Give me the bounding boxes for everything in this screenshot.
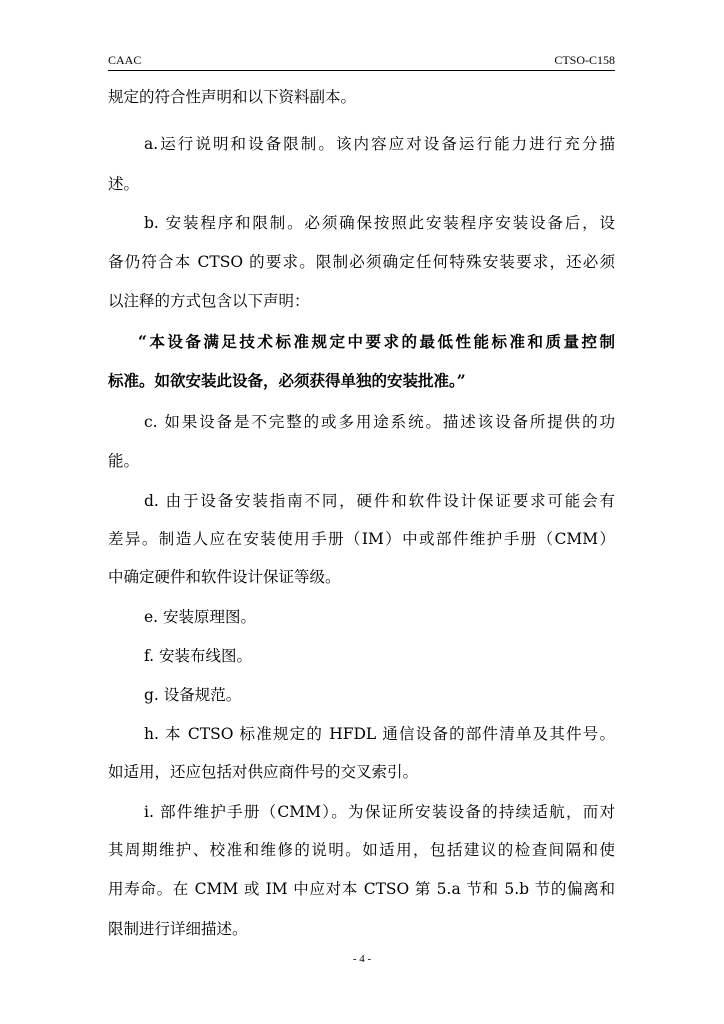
- text-line: 规定的符合性声明和以下资料副本。: [108, 88, 357, 106]
- page-header: [108, 52, 615, 71]
- text-line: b. 安装程序和限制。必须确保按照此安装程序安装设备后，设: [144, 214, 615, 232]
- text-line: 差异。制造人应在安装使用手册（IM）中或部件维护手册（CMM）: [108, 530, 615, 548]
- header-doc-id: CTSO-C158: [554, 53, 615, 67]
- text-line: 以注释的方式包含以下声明：: [108, 292, 310, 310]
- text-line: d. 由于设备安装指南不同，硬件和软件设计保证要求可能会有: [144, 492, 615, 510]
- text-line: e. 安装原理图。: [144, 608, 257, 626]
- text-line: 能。: [108, 452, 140, 470]
- text-line: i. 部件维护手册（CMM）。为保证所安装设备的持续适航，而对: [144, 803, 615, 821]
- text-line: h. 本 CTSO 标准规定的 HFDL 通信设备的部件清单及其件号。: [144, 725, 615, 743]
- text-line: 中确定硬件和软件设计保证等级。: [108, 568, 341, 586]
- text-line: f. 安装布线图。: [144, 647, 253, 665]
- text-line: 其周期维护、校准和维修的说明。如适用，包括建议的检查间隔和使: [108, 841, 615, 859]
- text-line: 备仍符合本 CTSO 的要求。限制必须确定任何特殊安装要求，还必须: [108, 253, 615, 271]
- text-line: c. 如果设备是不完整的或多用途系统。描述该设备所提供的功: [144, 413, 615, 431]
- page-number: - 4 -: [352, 953, 372, 965]
- text-line: 标准。如欲安装此设备，必须获得单独的安装批准。”: [108, 371, 466, 390]
- text-line: “本设备满足技术标准规定中要求的最低性能标准和质量控制: [138, 332, 615, 351]
- text-line: 限制进行详细描述。: [108, 920, 248, 938]
- header-org: CAAC: [108, 53, 142, 67]
- text-line: 述。: [108, 175, 140, 193]
- text-line: g. 设备规范。: [144, 686, 242, 704]
- text-line: 如适用，还应包括对供应商件号的交叉索引。: [108, 763, 419, 781]
- text-line: 用寿命。在 CMM 或 IM 中应对本 CTSO 第 5.a 节和 5.b 节的偏离和: [108, 880, 615, 898]
- text-line: a.运行说明和设备限制。该内容应对设备运行能力进行充分描: [144, 135, 615, 153]
